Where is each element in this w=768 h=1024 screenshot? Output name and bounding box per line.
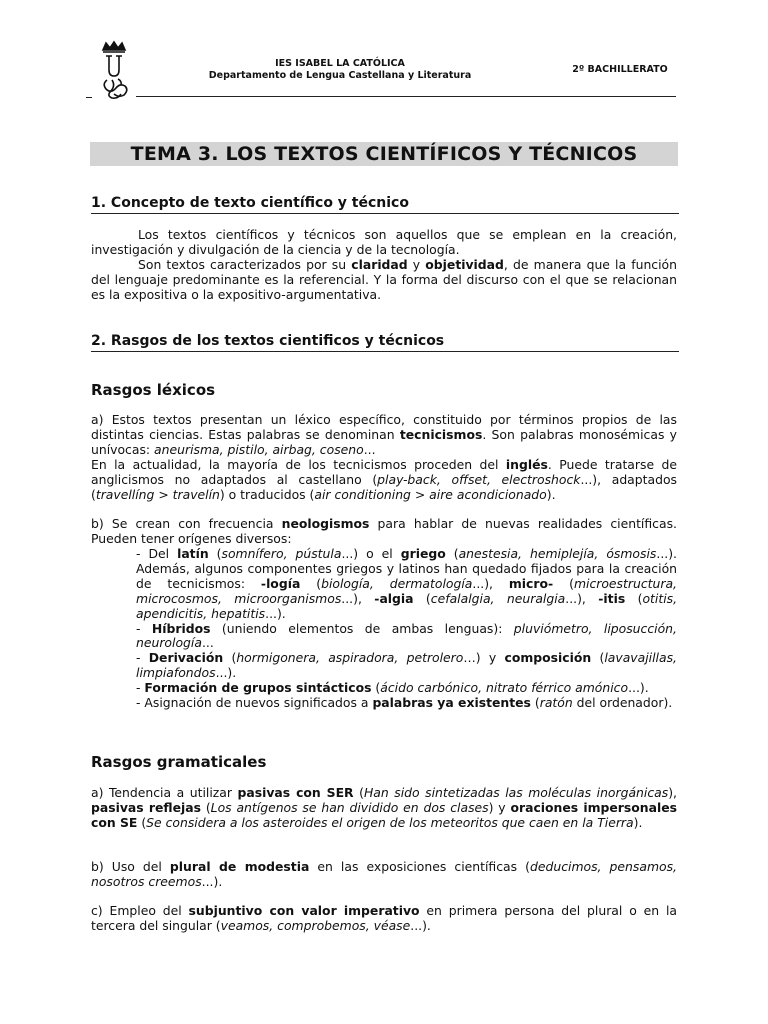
list-item: - Del latín (somnífero, pústula...) o el griego (anestesia, hemiplejía, ósmosis...). Además, algunos componentes griegos y latinos han quedado fijados para la creación de tecnicismos: -logía (biología, dermatología...), micro- (microestructura, microcosmos, microorganismos...), -algia (cefalalgia, neuralgia...), -itis (otitis, apendicitis, hepatitis...). <box>136 546 678 621</box>
header-center <box>160 58 520 82</box>
school-crest-logo <box>94 40 134 102</box>
lexicos-point-b: b) Se crean con frecuencia neologismos para hablar de nuevas realidades científicas. Pueden tener orígenes diversos: <box>91 516 677 546</box>
list-item: - Asignación de nuevos significados a palabras ya existentes (ratón del ordenador). <box>136 695 673 711</box>
list-item: - Formación de grupos sintácticos (ácido carbónico, nitrato férrico amónico...). <box>136 680 649 696</box>
header-rule <box>136 96 676 97</box>
section1-paragraph-1: Los textos científicos y técnicos son aquellos que se emplean en la creación, investigación y divulgación de la ciencia y de la tecnología. <box>91 227 677 257</box>
section-heading-1: 1. Concepto de texto científico y técnico <box>91 194 679 214</box>
list-item: - Híbridos (uniendo elementos de ambas lenguas): pluviómetro, liposucción, neurología... <box>136 620 677 651</box>
course-label: 2º BACHILLERATO <box>572 64 668 75</box>
gramaticales-point-c: c) Empleo del subjuntivo con valor imperativo en primera persona del plural o en la tercera del singular (veamos, comprobemos, véase...). <box>91 903 677 933</box>
gramaticales-point-b: b) Uso del plural de modestia en las exposiciones científicas (deducimos, pensamos, nosotros creemos...). <box>91 859 677 889</box>
subheading-rasgos-lexicos: Rasgos léxicos <box>91 381 216 399</box>
section1-body <box>91 228 677 303</box>
department-name: Departamento de Lengua Castellana y Literatura <box>208 70 472 81</box>
school-name: IES ISABEL LA CATÓLICA <box>275 58 405 69</box>
lexicos-point-a: a) Estos textos presentan un léxico específico, constituido por términos propios de las distintas ciencias. Estas palabras se denominan tecnicismos. Son palabras monosémicas y unívocas: aneurisma, pistilo, airbag, coseno... En la actualidad, la mayoría de los tecnicismos proceden del inglés. Puede tratarse de anglicismos no adaptados al castellano (play-back, offset, electroshock...), adaptados (travellíng > travelín) o traducidos (air conditioning > aire acondicionado). <box>91 412 677 502</box>
section1-paragraph-2: Son textos caracterizados por su claridad y objetividad, de manera que la función del lenguaje predominante es la referencial. Y la forma del discurso con el que se relacionan es la expositiva o la expositivo-argumentativa. <box>91 256 677 302</box>
document-title: TEMA 3. LOS TEXTOS CIENTÍFICOS Y TÉCNICOS <box>130 143 638 165</box>
gramaticales-point-a: a) Tendencia a utilizar pasivas con SER (Han sido sintetizadas las moléculas inorgánicas), pasivas reflejas (Los antígenos se han dividido en dos clases) y oraciones impersonales con SE (Se considera a los asteroides el origen de los meteoritos que caen en la Tierra). <box>91 785 678 830</box>
section-heading-2: 2. Rasgos de los textos cientificos y técnicos <box>91 332 679 352</box>
list-item: - Derivación (hormigonera, aspiradora, petrolero…) y composición (lavavajillas, limpiafondos...). <box>136 650 677 681</box>
neologism-origin-list <box>136 547 677 711</box>
header-tick-mark <box>86 97 92 98</box>
subheading-rasgos-gramaticales: Rasgos gramaticales <box>91 753 267 771</box>
